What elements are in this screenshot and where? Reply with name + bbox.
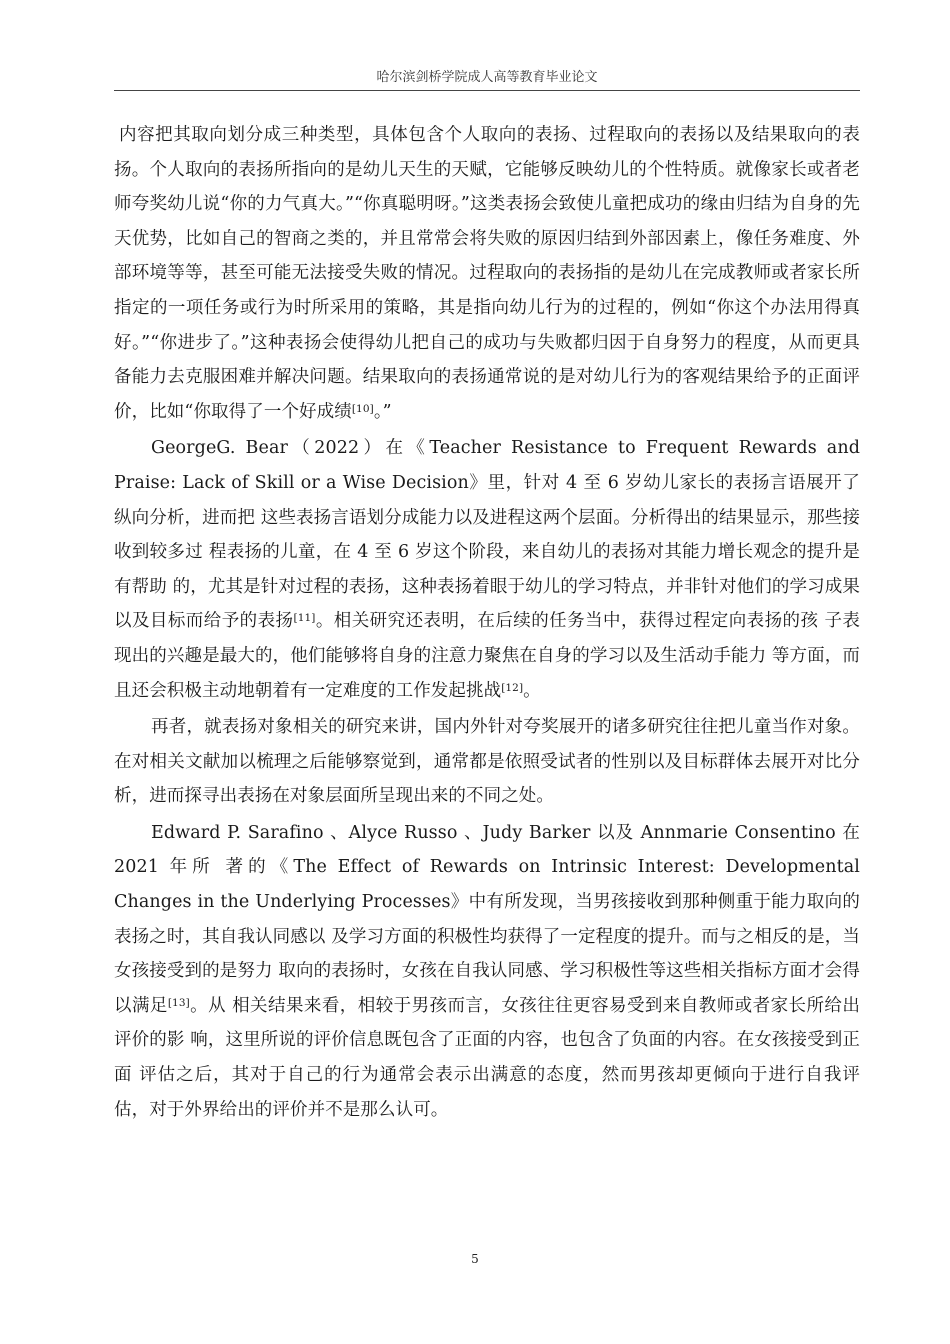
paragraph-text: 。 — [523, 680, 541, 701]
paragraph-text: 内容把其取向划分成三种类型，具体包含个人取向的表扬、过程取向的表扬以及结果取向的表扬。个人取向的表扬所指向的是幼儿天生的天赋，它能够反映幼儿的个性特质。就像家长或者老师夸奖幼儿说“你的力气真大。”“你真聪明呀。”这类表扬会致使儿童把成功的缘由归结为自身的先天优势，比如自己的智商之类的，并且常常会将失败的原因归结到外部因素上，像任务难度、外部环境等等，甚至可能无法接受失败的情况。过程取向的表扬指的是幼儿在完成教师或者家长所指定的一项任务或行为时所采用的策略，其是指向幼儿行为的过程的，例如“你这个办法用得真好。”“你进步了。”这种表扬会使得幼儿把自己的成功与失败都归因于自身努力的程度，从而更具备能力去克服困难并解决问题。结果取向的表扬通常说的是对幼儿行为的客观结果给予的正面评价，比如“你取得了一个好成绩 — [114, 125, 860, 422]
citation-12: [12] — [501, 681, 524, 694]
paragraph-text: 再者，就表扬对象相关的研究来讲，国内外针对夸奖展开的诸多研究往往把儿童当作对象。在对相关文献加以梳理之后能够察觉到，通常都是依照受试者的性别以及目标群体去展开对比分析，进而探寻出表扬在对象层面所呈现出来的不同之处。 — [114, 717, 860, 807]
paragraph-text: 。相关研究还表明，在后续的任务当中，获得过程定向表扬的孩 子表现出的兴趣是最大的，他们能够将自身的注意力聚焦在自身的学习以及生活动手能力 等方面，而且还会积极主动地朝着有一定难度的工作发起挑战 — [114, 611, 861, 701]
page-header: 哈尔滨剑桥学院成人高等教育毕业论文 — [114, 66, 860, 91]
paragraph-text: 。” — [373, 401, 392, 422]
body-text — [114, 118, 860, 1127]
paragraph-sarafino-study — [114, 816, 860, 1127]
paragraph-praise-object — [114, 710, 860, 814]
citation-13: [13] — [167, 996, 190, 1009]
paragraph-bear-study — [114, 431, 860, 708]
paragraph-text: GeorgeG. Bear（2022）在《Teacher Resistance to Frequent Rewards and Praise: Lack of Skill or a Wise Decision》里，针对 4 至 6 岁幼儿家长的表扬言语展开了纵向分析，进而把 这些表扬言语划分成能力以及进程这两个层面。分析得出的结果显示，那些接收到较多过 程表扬的儿童，在 4 至 6 岁这个阶段，来自幼儿的表扬对其能力增长观念的提升是有帮助 的，尤其是针对过程的表扬，这种表扬着眼于幼儿的学习特点，并非针对他们的学习成果 以及目标而给予的表扬 — [114, 438, 860, 632]
citation-11: [11] — [293, 612, 316, 625]
paragraph-text: 。从 相关结果来看，相较于男孩而言，女孩往往更容易受到来自教师或者家长所给出评价的影 响，这里所说的评价信息既包含了正面的内容，也包含了负面的内容。在女孩接受到正面 评估之后，其对于自己的行为通常会表示出满意的态度，然而男孩却更倾向于进行自我评 估，对于外界给出的评价并不是那么认可。 — [114, 995, 860, 1120]
paragraph-text: Edward P. Sarafino 、Alyce Russo 、Judy Barker 以及 Annmarie Consentino 在 2021 年所 著的《The Effect of Rewards on Intrinsic Interest: Developmental Changes in the Underlying Processes》中有所发现，当男孩接收到那种侧重于能力取向的表扬之时，其自我认同感以 及学习方面的积极性均获得了一定程度的提升。而与之相反的是，当女孩接受到的是努力 取向的表扬时，女孩在自我认同感、学习积极性等这些相关指标方面才会得以满足 — [114, 822, 861, 1016]
citation-10: [10] — [351, 402, 374, 415]
paragraph-praise-types — [114, 118, 860, 429]
page-number: 5 — [471, 1252, 479, 1266]
